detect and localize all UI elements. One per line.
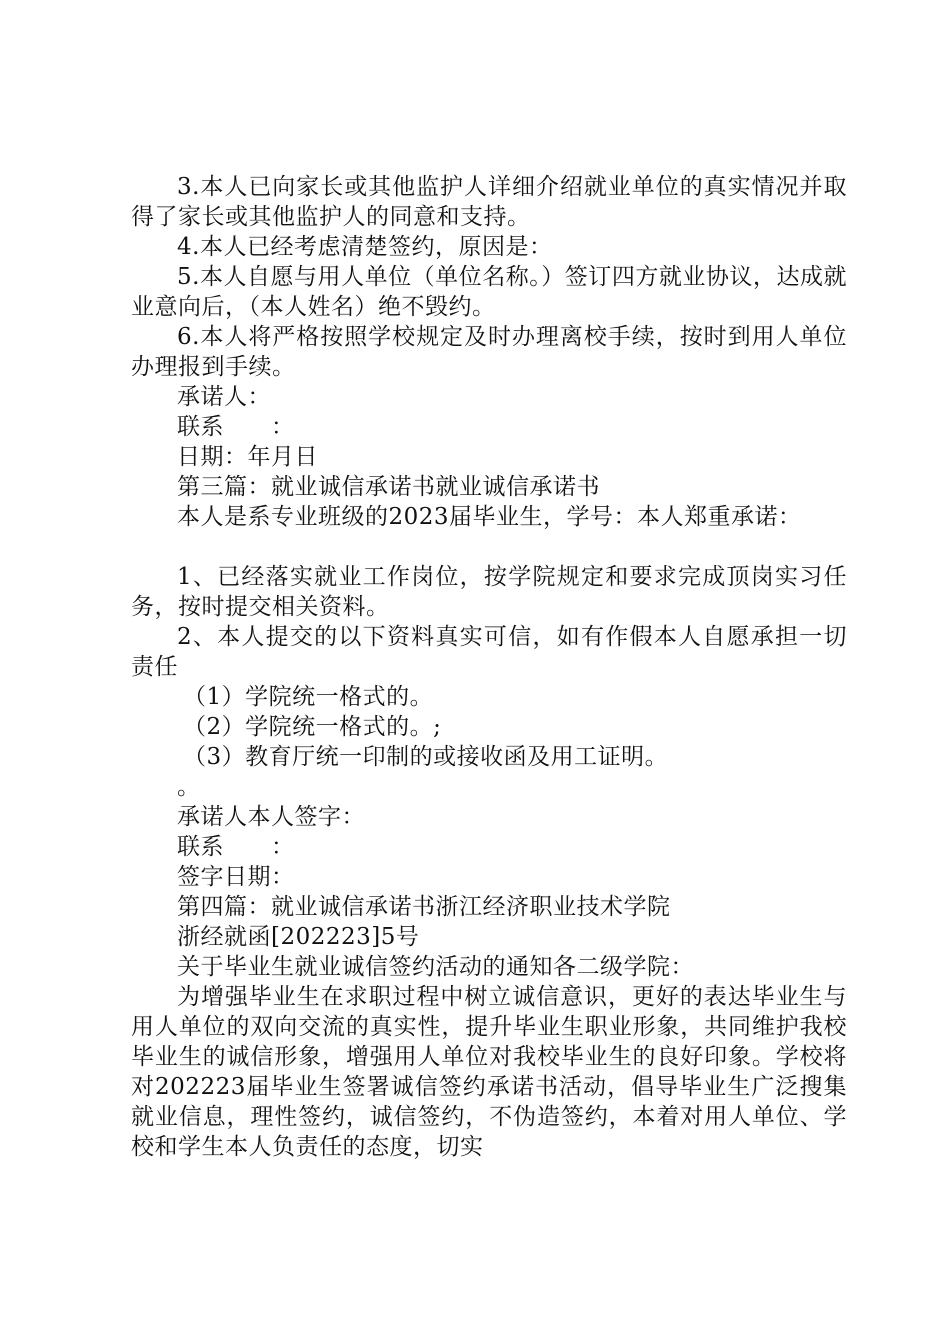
sub-item-3: （3）教育厅统一印制的或接收函及用工证明。 <box>183 744 669 770</box>
notice-title: 关于毕业生就业诚信签约活动的通知各二级学院： <box>177 954 694 980</box>
commitment-item-2: 2、本人提交的以下资料真实可信，如有作假本人自愿承担一切责任 <box>131 624 847 680</box>
chapter-4-title: 第四篇：就业诚信承诺书浙江经济职业技术学院 <box>177 894 671 920</box>
date-label: 日期：年月日 <box>177 444 318 470</box>
document-page <box>131 172 847 1162</box>
blank-line <box>131 532 847 562</box>
contact-label-2: 联系 ： <box>177 834 295 860</box>
paragraph-item-5: 5.本人自愿与用人单位（单位名称。）签订四方就业协议，达成就业意向后，（本人姓名）绝不毁约。 <box>131 264 847 320</box>
promiser-label: 承诺人： <box>177 384 271 410</box>
document-number: 浙经就函[202223]5号 <box>177 924 420 950</box>
sign-date-label: 签字日期： <box>177 864 295 890</box>
paragraph-item-3: 3.本人已向家长或其他监护人详细介绍就业单位的真实情况并取得了家长或其他监护人的同意和支持。 <box>131 174 847 230</box>
sub-item-2: （2）学院统一格式的。; <box>183 714 442 740</box>
paragraph-item-6: 6.本人将严格按照学校规定及时办理离校手续，按时到用人单位办理报到手续。 <box>131 324 847 380</box>
paragraph-item-4: 4.本人已经考虑清楚签约，原因是： <box>177 234 553 260</box>
notice-body: 为增强毕业生在求职过程中树立诚信意识，更好的表达毕业生与用人单位的双向交流的真实性，提升毕业生职业形象，共同维护我校毕业生的诚信形象，增强用人单位对我校毕业生的良好印象。学校将对202223届毕业生签署诚信签约承诺书活动，倡导毕业生广泛搜集就业信息，理性签约，诚信签约，不伪造签约，本着对用人单位、学校和学生本人负责任的态度，切实 <box>131 984 847 1160</box>
contact-label: 联系 ： <box>177 414 295 440</box>
chapter-3-title: 第三篇：就业诚信承诺书就业诚信承诺书 <box>177 474 600 500</box>
chapter-3-intro: 本人是系专业班级的2023届毕业生，学号：本人郑重承诺： <box>177 504 802 530</box>
period-line: 。 <box>177 774 201 800</box>
commitment-item-1: 1、已经落实就业工作岗位，按学院规定和要求完成顶岗实习任务，按时提交相关资料。 <box>131 564 847 620</box>
signer-label: 承诺人本人签字： <box>177 804 365 830</box>
sub-item-1: （1）学院统一格式的。 <box>183 684 434 710</box>
